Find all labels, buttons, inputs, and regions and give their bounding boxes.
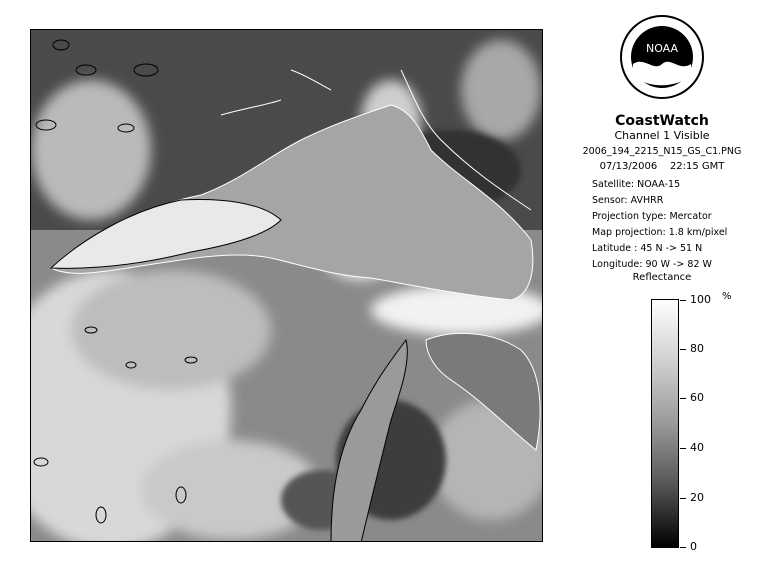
latitude-info: Latitude : 45 N -> 51 N (592, 243, 703, 254)
sensor-info: Sensor: AVHRR (592, 195, 664, 206)
date-value: 07/13/2006 (599, 161, 658, 172)
tick-mark (680, 498, 686, 499)
satellite-image-svg (31, 30, 543, 542)
legend-title: Reflectance (632, 272, 692, 283)
tick-mark (680, 398, 686, 399)
satellite-info: Satellite: NOAA-15 (592, 179, 681, 190)
tick-label: 0 (690, 540, 697, 553)
tick-label: 20 (690, 491, 704, 504)
reflectance-colorbar (651, 299, 679, 548)
map-projection-info: Map projection: 1.8 km/pixel (592, 227, 728, 238)
tick-mark (680, 349, 686, 350)
tick-label: 60 (690, 391, 704, 404)
channel-label: Channel 1 Visible (614, 129, 710, 142)
satellite-image (30, 29, 543, 542)
tick-label: 80 (690, 342, 704, 355)
logo-text: NOAA (645, 42, 679, 55)
brand-title: CoastWatch (615, 113, 709, 129)
longitude-info: Longitude: 90 W -> 82 W (592, 259, 712, 270)
tick-mark (680, 448, 686, 449)
tick-label: 100 (690, 293, 711, 306)
legend-unit: % (722, 291, 732, 302)
time-value: 22:15 GMT (669, 161, 725, 172)
projection-type-info: Projection type: Mercator (592, 211, 712, 222)
datetime-label (562, 161, 762, 172)
filename-label: 2006_194_2215_N15_GS_C1.PNG (582, 146, 742, 157)
noaa-logo-icon (619, 14, 705, 100)
tick-mark (680, 300, 686, 301)
tick-mark (680, 547, 686, 548)
tick-label: 40 (690, 441, 704, 454)
